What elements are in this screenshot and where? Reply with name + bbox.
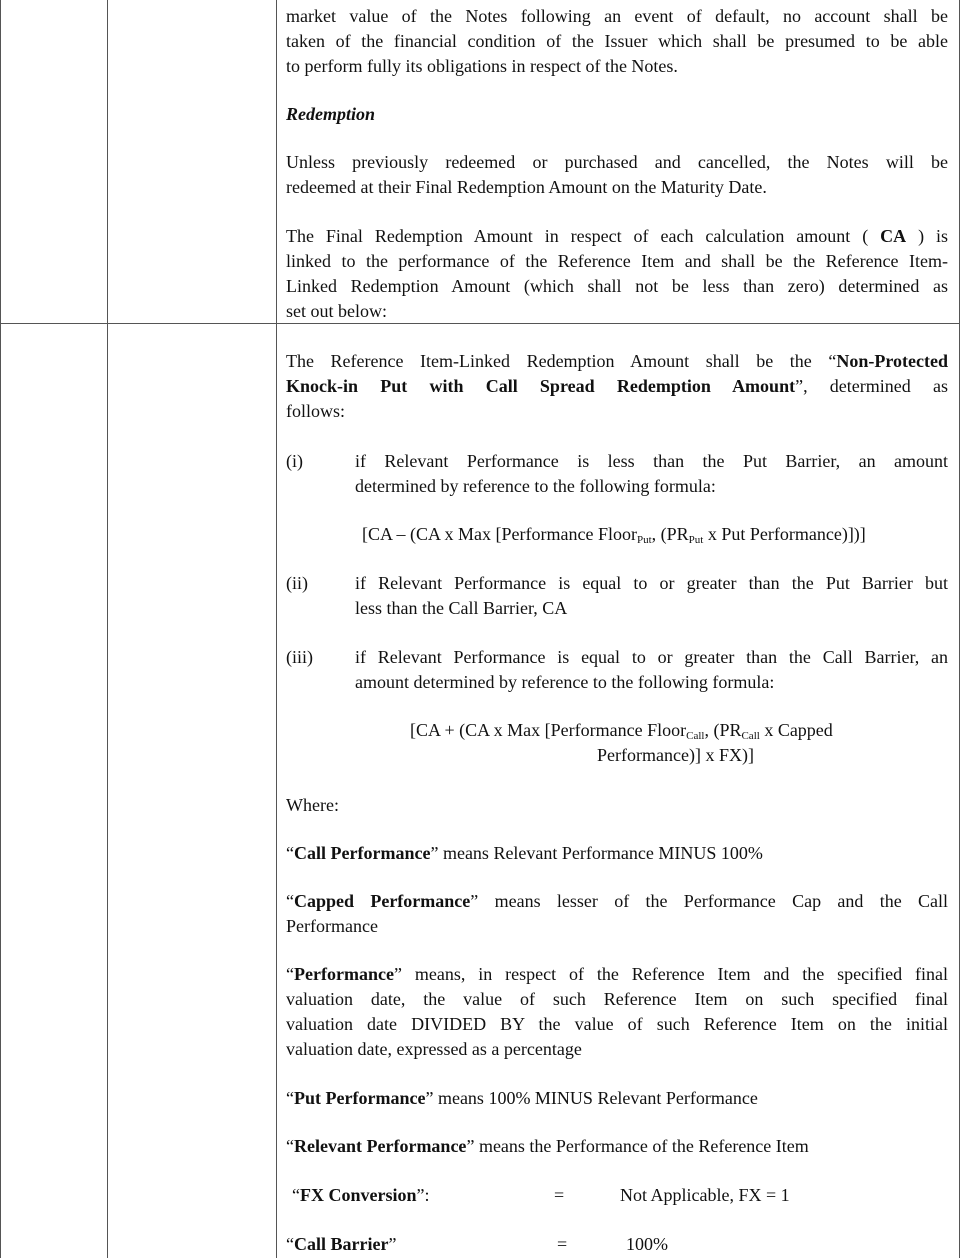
table-border-col2 bbox=[276, 0, 277, 1258]
paragraph-line: The Reference Item-Linked Redemption Amount shall be the “Non-Protected bbox=[286, 351, 948, 371]
definition-line: valuation date DIVIDED BY the value of such Reference Item on the initial bbox=[286, 1014, 948, 1034]
term-equals: = bbox=[554, 1185, 565, 1205]
defined-term: Call Performance bbox=[294, 843, 431, 863]
paragraph-line: set out below: bbox=[286, 301, 387, 321]
defined-term: Put Performance bbox=[294, 1088, 426, 1108]
definition: “Put Performance” means 100% MINUS Relevant Performance bbox=[286, 1088, 758, 1108]
definition: “Relevant Performance” means the Performance of the Reference Item bbox=[286, 1136, 809, 1156]
list-item-text: amount determined by reference to the following formula: bbox=[355, 672, 775, 692]
formula-subscript: Put bbox=[636, 534, 652, 546]
paragraph-line bbox=[286, 224, 948, 249]
formula-subscript: Put bbox=[688, 534, 704, 546]
list-item-text: determined by reference to the following formula: bbox=[355, 476, 716, 496]
list-item-label: (ii) bbox=[286, 573, 308, 593]
table-border-col1 bbox=[107, 0, 108, 1258]
formula-text: x Put Performance)])] bbox=[703, 524, 866, 544]
definition-text: means lesser of the Performance Cap and the Call bbox=[494, 891, 948, 911]
formula-text: x Capped bbox=[759, 720, 833, 740]
defined-term: Knock-in Put with Call Spread Redemption Amount bbox=[286, 376, 796, 396]
term-suffix: : bbox=[424, 1185, 430, 1205]
definition-line: Performance bbox=[286, 916, 378, 936]
term-row-call-barrier: “Call Barrier” bbox=[286, 1234, 397, 1254]
paragraph-line: market value of the Notes following an event of default, no account shall be bbox=[286, 6, 948, 26]
paragraph-line: Linked Redemption Amount (which shall not be less than zero) determined as bbox=[286, 276, 948, 296]
definition: “Capped Performance” means lesser of the Performance Cap and the Call bbox=[286, 891, 948, 911]
text-span: The Reference Item-Linked Redemption Amount shall be the bbox=[286, 351, 812, 371]
defined-term: Relevant Performance bbox=[294, 1136, 467, 1156]
formula-text: , (PR bbox=[651, 524, 689, 544]
text-span: ) is bbox=[918, 226, 949, 246]
paragraph-line: Unless previously redeemed or purchased and cancelled, the Notes will be bbox=[286, 152, 948, 172]
paragraph-line: Knock-in Put with Call Spread Redemption Amount”, determined as bbox=[286, 376, 948, 396]
table-border-left bbox=[0, 0, 1, 1258]
text-span: The Final Redemption Amount in respect of each calculation amount ( bbox=[286, 226, 869, 246]
paragraph-line: linked to the performance of the Reference Item and shall be the Reference Item- bbox=[286, 251, 948, 271]
defined-term: Call Barrier bbox=[294, 1234, 389, 1254]
term-equals: = bbox=[557, 1234, 568, 1254]
term-row-fx: “FX Conversion”: bbox=[292, 1185, 430, 1205]
list-item-label: (i) bbox=[286, 451, 303, 471]
defined-term: Capped Performance bbox=[294, 891, 471, 911]
definition-text: means Relevant Performance MINUS 100% bbox=[442, 843, 763, 863]
term-value: Not Applicable, FX = 1 bbox=[620, 1185, 790, 1205]
text-span: , determined as bbox=[803, 376, 948, 396]
list-item-text: if Relevant Performance is less than the Put Barrier, an amount bbox=[355, 451, 948, 471]
definition-line: valuation date, expressed as a percentage bbox=[286, 1039, 582, 1059]
paragraph-line: redeemed at their Final Redemption Amount on the Maturity Date. bbox=[286, 177, 767, 197]
paragraph-line: follows: bbox=[286, 401, 346, 421]
defined-term: FX Conversion bbox=[300, 1185, 417, 1205]
defined-term: Performance bbox=[294, 964, 394, 984]
formula bbox=[362, 522, 948, 547]
formula-text: [CA – (CA x Max [Performance Floor bbox=[362, 524, 637, 544]
definition-line: valuation date, the value of such Reference Item on such specified final bbox=[286, 989, 948, 1009]
defined-term: Non-Protected bbox=[836, 351, 948, 371]
defined-term: CA bbox=[880, 226, 907, 246]
formula: Performance)] x FX)] bbox=[597, 745, 754, 765]
section-heading: Redemption bbox=[286, 104, 375, 124]
definition-text: means 100% MINUS Relevant Performance bbox=[437, 1088, 758, 1108]
formula-subscript: Call bbox=[686, 730, 705, 742]
list-item-text: if Relevant Performance is equal to or greater than the Put Barrier but bbox=[355, 573, 948, 593]
definition-text: means, in respect of the Reference Item and the specified final bbox=[414, 964, 949, 984]
term-value: 100% bbox=[626, 1234, 668, 1254]
formula-text: [CA + (CA x Max [Performance Floor bbox=[410, 720, 687, 740]
formula-subscript: Call bbox=[741, 730, 760, 742]
formula-text: , (PR bbox=[704, 720, 742, 740]
formula bbox=[410, 718, 833, 743]
list-item-text: if Relevant Performance is equal to or greater than the Call Barrier, an bbox=[355, 647, 948, 667]
list-item-label: (iii) bbox=[286, 647, 313, 667]
paragraph-line: to perform fully its obligations in respect of the Notes. bbox=[286, 56, 678, 76]
definition: “Call Performance” means Relevant Performance MINUS 100% bbox=[286, 843, 763, 863]
definition-text: means the Performance of the Reference Item bbox=[478, 1136, 809, 1156]
where-label: Where: bbox=[286, 795, 339, 815]
list-item-text: less than the Call Barrier, CA bbox=[355, 598, 568, 618]
definition: “Performance” means, in respect of the Reference Item and the specified final bbox=[286, 964, 949, 984]
paragraph-line: taken of the financial condition of the Issuer which shall be presumed to be able bbox=[286, 31, 948, 51]
